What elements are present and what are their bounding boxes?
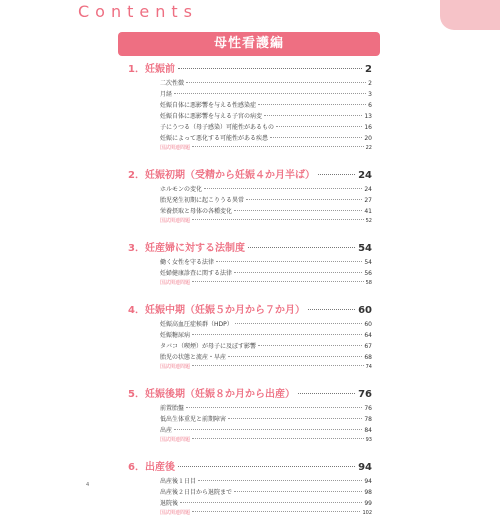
corner-tab bbox=[440, 0, 500, 30]
item-page: 20 bbox=[364, 135, 372, 142]
item-page: 76 bbox=[364, 405, 372, 412]
item-page: 27 bbox=[364, 197, 372, 204]
chapter-row[interactable] bbox=[128, 239, 372, 255]
item-title: 働く女性を守る法律 bbox=[160, 259, 215, 266]
toc-item[interactable] bbox=[160, 341, 372, 352]
item-page: 67 bbox=[364, 343, 372, 350]
item-page: 52 bbox=[365, 218, 372, 224]
leader-dots bbox=[192, 281, 364, 282]
item-title: タバコ（喫煙）が母子に及ぼす影響 bbox=[160, 343, 256, 350]
related-questions-item[interactable] bbox=[160, 279, 372, 290]
item-title: 妊娠自体に悪影響を与える性感染症 bbox=[160, 102, 257, 109]
chapter bbox=[128, 458, 372, 520]
leader-dots bbox=[198, 480, 362, 481]
item-title: 国試関連問題 bbox=[160, 145, 191, 151]
item-page: 102 bbox=[362, 510, 372, 516]
item-page: 3 bbox=[368, 91, 372, 98]
item-title: 前置胎盤 bbox=[160, 405, 185, 412]
chapter-page: 54 bbox=[358, 243, 372, 254]
item-page: 56 bbox=[364, 270, 372, 277]
toc-item[interactable] bbox=[160, 476, 372, 487]
leader-dots bbox=[258, 345, 362, 346]
related-questions-item[interactable] bbox=[160, 217, 372, 228]
leader-dots bbox=[234, 272, 362, 273]
chapter bbox=[128, 301, 372, 374]
item-page: 64 bbox=[364, 332, 372, 339]
item-page: 6 bbox=[368, 102, 372, 109]
item-title: 出産後２日目から退院まで bbox=[160, 489, 233, 496]
toc-item[interactable] bbox=[160, 111, 372, 122]
item-title: 低出生体重児と前期障害 bbox=[160, 416, 227, 423]
item-page: 24 bbox=[364, 186, 372, 193]
leader-dots bbox=[192, 365, 364, 366]
item-page: 84 bbox=[364, 427, 372, 434]
item-title: 妊娠糖尿病 bbox=[160, 332, 191, 339]
item-title: 二次性徴 bbox=[160, 80, 185, 87]
leader-dots bbox=[204, 188, 362, 189]
chapter bbox=[128, 385, 372, 447]
leader-dots bbox=[228, 418, 362, 419]
leader-dots bbox=[298, 393, 355, 394]
chapter-title: 4．妊娠中期（妊娠５か月から７か月） bbox=[128, 305, 305, 316]
chapter-row[interactable] bbox=[128, 301, 372, 317]
chapter-title: 6．出産後 bbox=[128, 462, 175, 473]
section-banner bbox=[118, 32, 380, 56]
page-number: 4 bbox=[86, 482, 90, 488]
item-title: 妊婦健康診査に関する法律 bbox=[160, 270, 233, 277]
table-of-contents bbox=[128, 60, 372, 531]
leader-dots bbox=[180, 502, 362, 503]
item-title: 胎児の状態と流産・早産 bbox=[160, 354, 227, 361]
chapter-row[interactable] bbox=[128, 60, 372, 76]
item-page: 98 bbox=[364, 489, 372, 496]
chapter-page: 76 bbox=[358, 389, 372, 400]
item-title: 国試関連問題 bbox=[160, 364, 191, 370]
leader-dots bbox=[192, 146, 364, 147]
toc-item[interactable] bbox=[160, 352, 372, 363]
leader-dots bbox=[192, 511, 360, 512]
leader-dots bbox=[192, 334, 362, 335]
chapter-page: 94 bbox=[358, 462, 372, 473]
related-questions-item[interactable] bbox=[160, 363, 372, 374]
leader-dots bbox=[248, 247, 355, 248]
item-title: 出産後１日目 bbox=[160, 478, 197, 485]
chapter-title: 1．妊娠前 bbox=[128, 64, 175, 75]
contents-heading: Contents bbox=[78, 2, 198, 21]
item-title: 妊娠高血圧症候群（HDP） bbox=[160, 321, 233, 328]
leader-dots bbox=[216, 261, 362, 262]
item-title: 妊娠によって悪化する可能性がある疾患 bbox=[160, 135, 269, 142]
item-page: 93 bbox=[365, 437, 372, 443]
toc-item[interactable] bbox=[160, 133, 372, 144]
leader-dots bbox=[308, 309, 355, 310]
item-page: 68 bbox=[364, 354, 372, 361]
leader-dots bbox=[270, 137, 362, 138]
toc-item[interactable] bbox=[160, 257, 372, 268]
item-title: 国試関連問題 bbox=[160, 280, 191, 286]
leader-dots bbox=[258, 104, 366, 105]
item-page: 58 bbox=[365, 280, 372, 286]
item-page: 13 bbox=[364, 113, 372, 120]
item-title: 国試関連問題 bbox=[160, 510, 191, 516]
leader-dots bbox=[246, 199, 362, 200]
chapter bbox=[128, 166, 372, 228]
related-questions-item[interactable] bbox=[160, 436, 372, 447]
chapter-title: 3．妊産婦に対する法制度 bbox=[128, 243, 245, 254]
related-questions-item[interactable] bbox=[160, 509, 372, 520]
leader-dots bbox=[192, 219, 364, 220]
toc-item[interactable] bbox=[160, 414, 372, 425]
toc-item[interactable] bbox=[160, 122, 372, 133]
toc-item[interactable] bbox=[160, 184, 372, 195]
toc-item[interactable] bbox=[160, 89, 372, 100]
leader-dots bbox=[234, 491, 362, 492]
chapter bbox=[128, 239, 372, 290]
leader-dots bbox=[276, 126, 362, 127]
chapter-row[interactable] bbox=[128, 166, 372, 182]
item-title: 国試関連問題 bbox=[160, 218, 191, 224]
item-title: 国試関連問題 bbox=[160, 437, 191, 443]
item-page: 16 bbox=[364, 124, 372, 131]
toc-item[interactable] bbox=[160, 195, 372, 206]
item-page: 78 bbox=[364, 416, 372, 423]
item-page: 41 bbox=[364, 208, 372, 215]
item-title: 子にうつる（母子感染）可能性があるもの bbox=[160, 124, 275, 131]
leader-dots bbox=[318, 174, 355, 175]
item-title: 月経 bbox=[160, 91, 173, 98]
chapter-page: 2 bbox=[365, 64, 372, 75]
toc-item[interactable] bbox=[160, 319, 372, 330]
leader-dots bbox=[186, 407, 362, 408]
item-title: 退院後 bbox=[160, 500, 179, 507]
leader-dots bbox=[235, 323, 363, 324]
item-page: 2 bbox=[368, 80, 372, 87]
item-title: 妊娠自体に悪影響を与える子宮の病変 bbox=[160, 113, 263, 120]
chapter-title: 2．妊娠初期（受精から妊娠４か月半ば） bbox=[128, 170, 315, 181]
toc-item[interactable] bbox=[160, 330, 372, 341]
item-page: 60 bbox=[364, 321, 372, 328]
chapter-page: 24 bbox=[358, 170, 372, 181]
toc-item[interactable] bbox=[160, 78, 372, 89]
leader-dots bbox=[178, 68, 362, 69]
toc-item[interactable] bbox=[160, 206, 372, 217]
toc-item[interactable] bbox=[160, 268, 372, 279]
leader-dots bbox=[174, 93, 366, 94]
chapter-page: 60 bbox=[358, 305, 372, 316]
item-page: 22 bbox=[365, 145, 372, 151]
leader-dots bbox=[186, 82, 366, 83]
toc-item[interactable] bbox=[160, 487, 372, 498]
chapter-row[interactable] bbox=[128, 385, 372, 401]
leader-dots bbox=[228, 356, 362, 357]
section-title: 母性看護編 bbox=[213, 36, 284, 51]
toc-item[interactable] bbox=[160, 403, 372, 414]
item-page: 94 bbox=[364, 478, 372, 485]
leader-dots bbox=[264, 115, 362, 116]
chapter-row[interactable] bbox=[128, 458, 372, 474]
related-questions-item[interactable] bbox=[160, 144, 372, 155]
leader-dots bbox=[174, 429, 362, 430]
chapter bbox=[128, 60, 372, 155]
item-page: 99 bbox=[364, 500, 372, 507]
item-page: 54 bbox=[364, 259, 372, 266]
item-title: 胎児発生初期に起こりうる異常 bbox=[160, 197, 245, 204]
item-title: ホルモンの変化 bbox=[160, 186, 203, 193]
leader-dots bbox=[234, 210, 362, 211]
toc-item[interactable] bbox=[160, 100, 372, 111]
leader-dots bbox=[192, 438, 364, 439]
leader-dots bbox=[178, 466, 355, 467]
toc-item[interactable] bbox=[160, 425, 372, 436]
item-title: 出産 bbox=[160, 427, 173, 434]
item-page: 74 bbox=[365, 364, 372, 370]
item-title: 栄養摂取と母体の各種変化 bbox=[160, 208, 233, 215]
chapter-title: 5．妊娠後期（妊娠８か月から出産） bbox=[128, 389, 295, 400]
